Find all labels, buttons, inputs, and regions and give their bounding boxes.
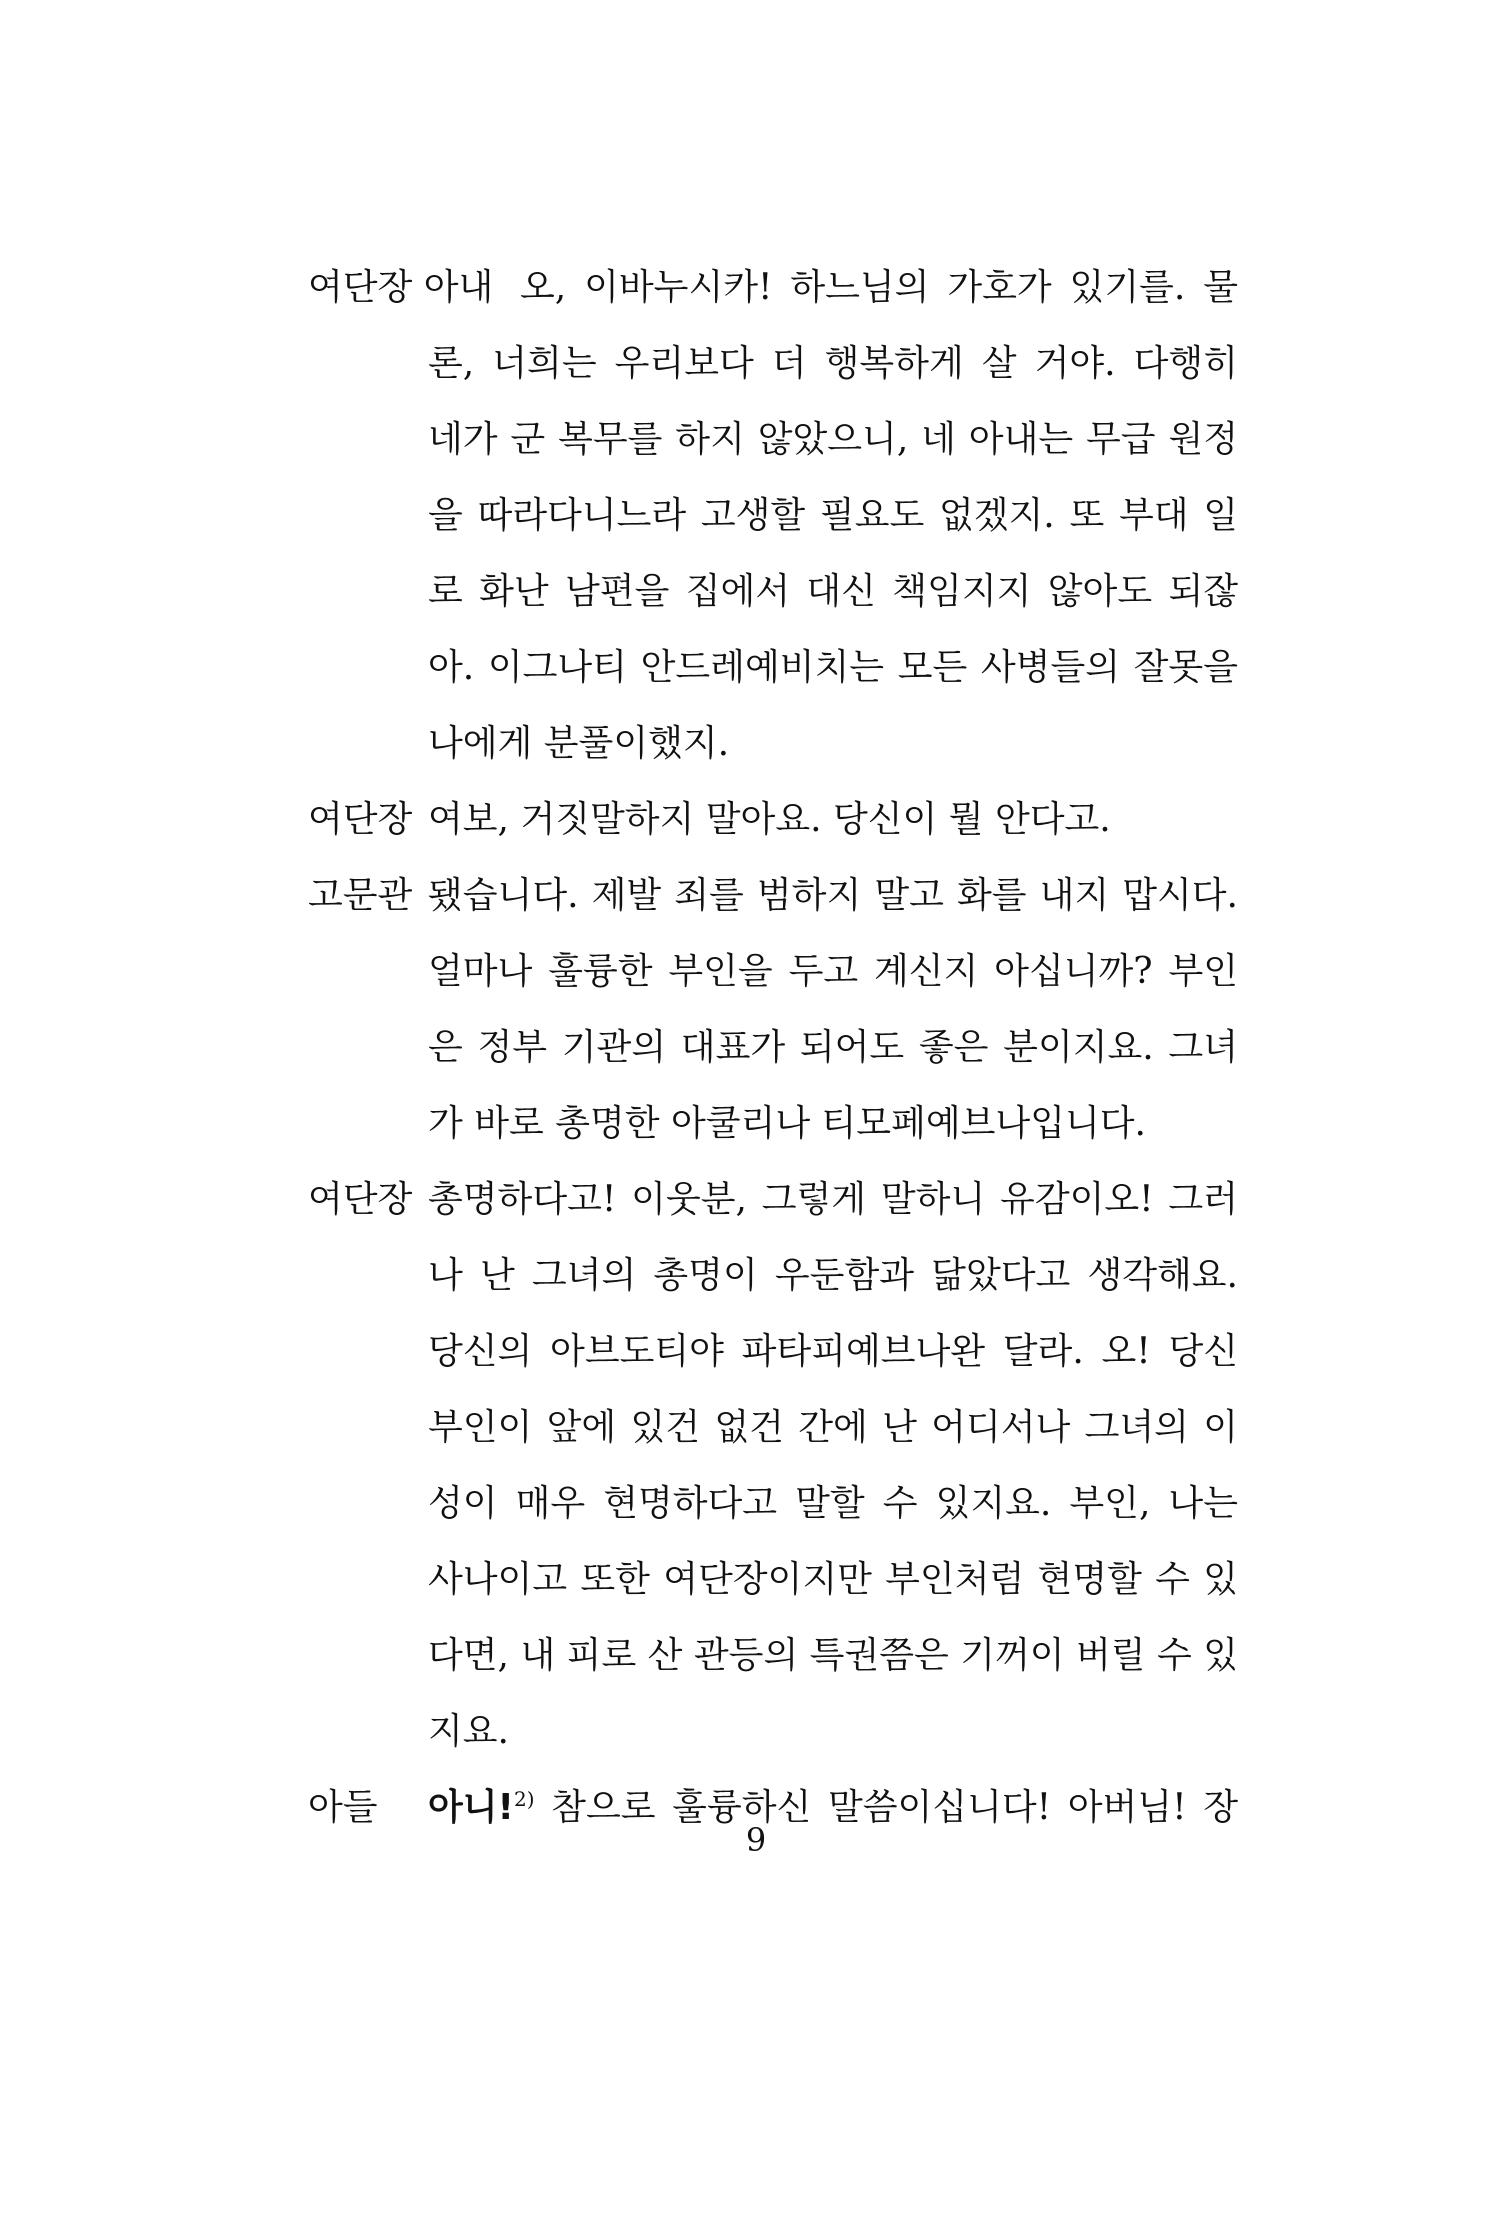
dialogue-entry — [308, 250, 1238, 782]
dialogue-entry — [308, 858, 1238, 1162]
speaker-name: 아들 — [308, 1787, 378, 1828]
dialogue-line: 론, 너희는 우리보다 더 행복하게 살 거야. 다행히 — [428, 343, 1238, 384]
dialogue-line: 지요. — [428, 1711, 509, 1752]
dialogue-line: 사나이고 또한 여단장이지만 부인처럼 현명할 수 있 — [428, 1559, 1238, 1600]
dialogue-line: 오, 이바누시카! 하느님의 가호가 있기를. 물 — [520, 267, 1238, 308]
dialogue-entry — [308, 782, 1238, 858]
dialogue-entry — [308, 1162, 1238, 1770]
dialogue-line: 총명하다고! 이웃분, 그렇게 말하니 유감이오! 그러 — [428, 1179, 1238, 1220]
dialogue-line: 부인이 앞에 있건 없건 간에 난 어디서나 그녀의 이 — [428, 1407, 1238, 1448]
dialogue-line: 다면, 내 피로 산 관등의 특권쯤은 기꺼이 버릴 수 있 — [428, 1635, 1238, 1676]
play-script — [308, 250, 1238, 1846]
dialogue-line: 을 따라다니느라 고생할 필요도 없겠지. 또 부대 일 — [428, 495, 1238, 536]
dialogue-text: 참으로 훌륭하신 말씀이십니다! 아버님! 장 — [534, 1787, 1238, 1828]
dialogue-line: 나 난 그녀의 총명이 우둔함과 닮았다고 생각해요. — [428, 1255, 1238, 1296]
dialogue-line: 당신의 아브도티야 파타피예브나완 달라. 오! 당신 — [428, 1331, 1238, 1372]
dialogue-line: 얼마나 훌륭한 부인을 두고 계신지 아십니까? 부인 — [428, 951, 1238, 992]
dialogue-line: 은 정부 기관의 대표가 되어도 좋은 분이지요. 그녀 — [428, 1027, 1238, 1068]
page-number: 9 — [745, 1821, 767, 1859]
dialogue-line: 나에게 분풀이했지. — [428, 723, 730, 764]
speaker-name: 여단장 아내 — [308, 267, 494, 308]
dialogue-line: 가 바로 총명한 아쿨리나 티모페예브나입니다. — [428, 1103, 1146, 1144]
dialogue-line: 네가 군 복무를 하지 않았으니, 네 아내는 무급 원정 — [428, 419, 1238, 460]
dialogue-line: 성이 매우 현명하다고 말할 수 있지요. 부인, 나는 — [428, 1483, 1238, 1524]
dialogue-line: 로 화난 남편을 집에서 대신 책임지지 않아도 되잖 — [428, 571, 1238, 612]
dialogue-line: 여보, 거짓말하지 말아요. 당신이 뭘 안다고. — [428, 799, 1111, 840]
dialogue-line: 됐습니다. 제발 죄를 범하지 말고 화를 내지 맙시다. — [428, 875, 1238, 916]
dialogue-line: 아. 이그나티 안드레예비치는 모든 사병들의 잘못을 — [428, 647, 1238, 688]
footnote-marker: 2) — [513, 1787, 535, 1811]
speaker-name: 여단장 — [308, 1179, 413, 1220]
speaker-name: 여단장 — [308, 799, 413, 840]
emphasized-word: 아니! — [428, 1787, 514, 1828]
speaker-name: 고문관 — [308, 875, 413, 916]
